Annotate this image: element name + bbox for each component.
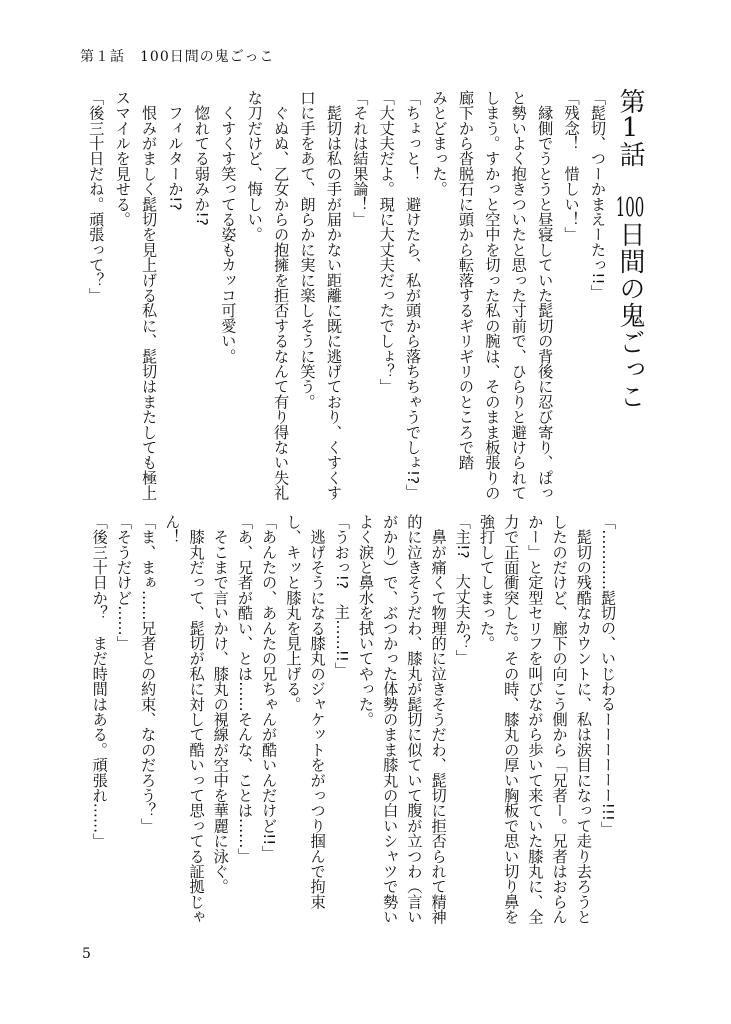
text-line: 髭切は私の手が届かない距離に既に逃げており、くすくす bbox=[324, 90, 343, 501]
text-line: 「後三十日か？ まだ時間はある。頑張れ……」 bbox=[90, 514, 109, 849]
text-line: しまう。すかっと空中を切った私の腕は、そのまま板張りの bbox=[483, 90, 502, 501]
chapter-title: 第1話 100日間の鬼ごっこ bbox=[615, 88, 645, 410]
text-line: 鼻が痛くて物理的に泣きそうだわ、髭切に拒否られて精神 bbox=[429, 514, 448, 925]
text-block-top bbox=[83, 90, 611, 505]
text-line: みとどまった。 bbox=[430, 90, 449, 197]
text-line: な刀だけど、悔しい。 bbox=[245, 90, 264, 242]
text-line: 「それは結果論！」 bbox=[351, 90, 370, 227]
text-line: 力で正面衝突した。その時、膝丸の厚い胸板で思い切り鼻を bbox=[502, 514, 521, 925]
text-line: 「主!? 大丈夫か？」 bbox=[453, 514, 472, 665]
text-line: 的に泣きそうだわ、膝丸が髭切に似ていて腹が立つわ（言い bbox=[405, 514, 424, 925]
text-line: くすくす笑ってる姿もカッコ可愛い。 bbox=[219, 90, 238, 364]
text-line: 廊下から沓脱石に頭から転落するギリギリのところで踏 bbox=[456, 90, 475, 470]
text-line: 「ちょっと！ 避けたら、私が頭から落ちちゃうでしょ!?」 bbox=[404, 90, 423, 500]
text-line: 「…………髭切の、いじわるーーーーーー!!!」 bbox=[599, 514, 617, 837]
text-line: かー」と定型セリフを叫びながら歩いて来ていた膝丸に、全 bbox=[526, 514, 545, 925]
text-line: 恨みがましく髭切を見上げる私に、髭切はまたしても極上 bbox=[140, 90, 159, 501]
text-line: 逃げそうになる膝丸のジャケットをがっつり掴んで拘束 bbox=[308, 514, 327, 910]
text-line: 強打してしまった。 bbox=[477, 514, 496, 651]
text-line: がかり）で、ぶつかった体勢のまま膝丸の白いシャツで勢い bbox=[381, 514, 400, 925]
text-line: 「大丈夫だよ。現に大丈夫だったでしょ？」 bbox=[377, 90, 396, 394]
text-line: 縁側でうとうと昼寝していた髭切の背後に忍び寄り、ぱっ bbox=[536, 90, 555, 501]
text-line: 「ま、まぁ……兄者との約束、なのだろう？」 bbox=[139, 514, 158, 834]
text-line: と勢いよく抱きついたと思った寸前で、ひらりと避けられて bbox=[509, 90, 528, 501]
text-line: したのだけど、廊下の向こう側から「兄者ー。兄者はおらん bbox=[550, 514, 569, 925]
text-block-bottom bbox=[88, 514, 620, 939]
text-line: そこまで言いかけ、膝丸の視線が空中を華麗に泳ぐ。 bbox=[211, 514, 230, 894]
text-line: 膝丸だって、髭切が私に対して酷いって思ってる証拠じゃ bbox=[187, 514, 206, 925]
text-line: 「うおっ!? 主……!!」 bbox=[332, 514, 351, 678]
text-line: よく涙と鼻水を拭いてやった。 bbox=[356, 514, 375, 727]
text-line: フィルターか!? bbox=[166, 90, 185, 211]
text-line: 「あ、兄者が酷い、とは……そんな、ことは……」 bbox=[235, 514, 254, 864]
text-line: 髭切の残酷なカウントに、私は涙目になって走り去ろうと bbox=[574, 514, 593, 925]
text-line: 「髭切、つーかまえーたっ!!」 bbox=[589, 90, 607, 300]
page-number: 5 bbox=[82, 946, 91, 962]
text-line: 「後三十日だね。頑張って？」 bbox=[87, 90, 106, 303]
running-head: 第１話 100日間の鬼ごっこ bbox=[80, 49, 275, 65]
text-line: 口に手をあて、朗らかに実に楽しそうに笑う。 bbox=[298, 90, 317, 410]
text-line: 惚れてる弱みか!? bbox=[192, 90, 211, 226]
text-line: 「そうだけど……」 bbox=[114, 514, 133, 651]
text-line: スマイルを見せる。 bbox=[113, 90, 132, 227]
text-line: 「残念！ 惜しい！」 bbox=[562, 90, 581, 242]
text-line: ん！ bbox=[163, 514, 182, 545]
text-line: し、キッと膝丸を見上げる。 bbox=[284, 514, 303, 712]
text-line: ぐぬぬ、乙女からの抱擁を拒否するなんて有り得ない失礼 bbox=[272, 90, 291, 501]
text-line: 「あんたの、あんたの兄ちゃんが酷いんだけど!!」 bbox=[260, 514, 279, 861]
